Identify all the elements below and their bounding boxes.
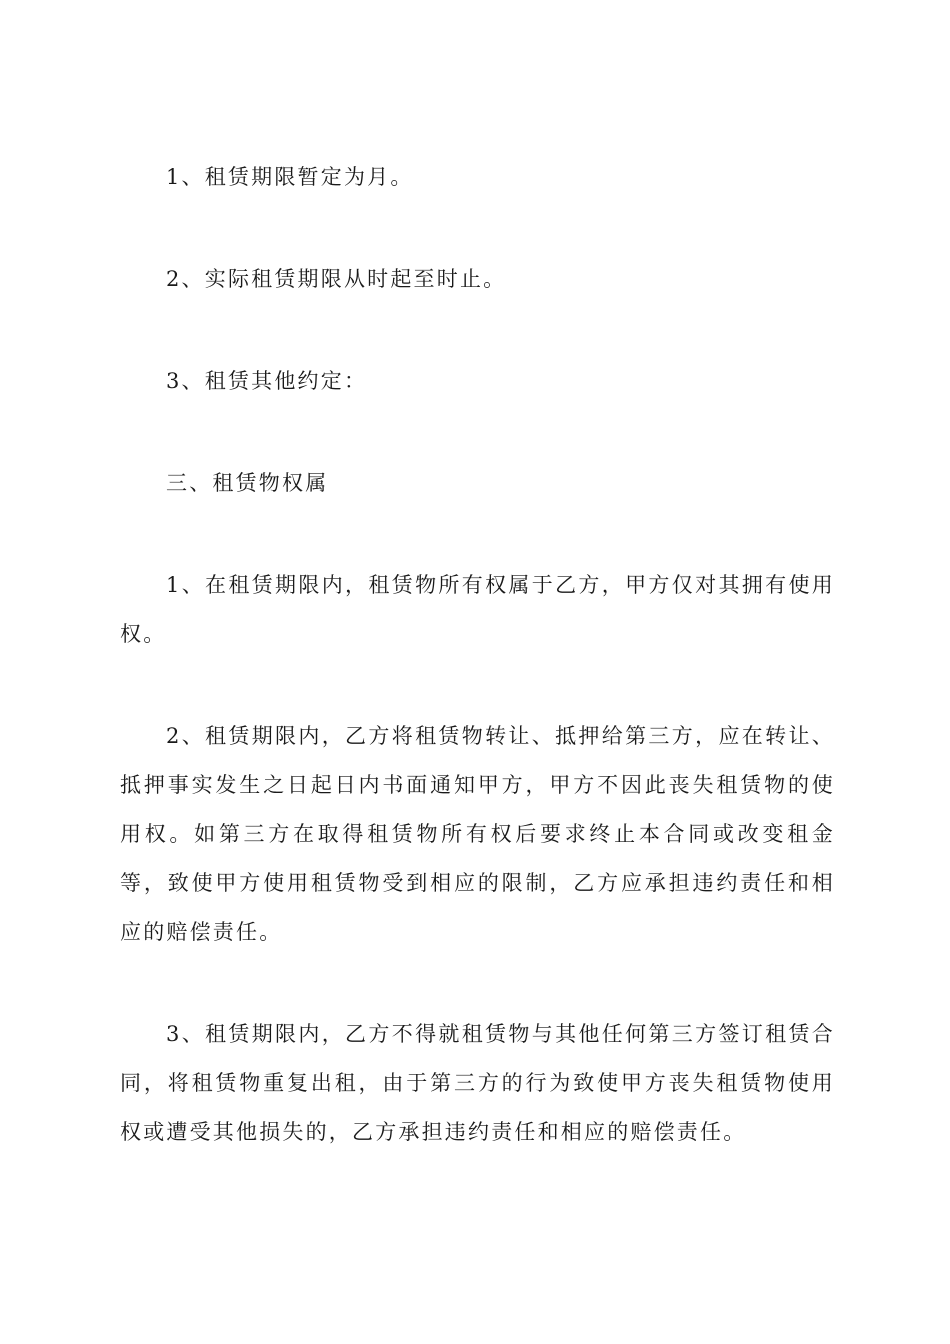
document-body [120, 153, 835, 1157]
term-clause-1: 1、租赁期限暂定为月。 [166, 165, 414, 189]
ownership-clause-3: 3、租赁期限内，乙方不得就租赁物与其他任何第三方签订租赁合同，将租赁物重复出租，由于第三方的行为致使甲方丧失租赁物使用权或遭受其他损失的，乙方承担违约责任和相应的赔偿责任。 [120, 1022, 835, 1144]
ownership-clause-2: 2、租赁期限内，乙方将租赁物转让、抵押给第三方，应在转让、抵押事实发生之日起日内书面通知甲方，甲方不因此丧失租赁物的使用权。如第三方在取得租赁物所有权后要求终止本合同或改变租金等，致使甲方使用租赁物受到相应的限制，乙方应承担违约责任和相应的赔偿责任。 [120, 724, 835, 944]
ownership-clause-1: 1、在租赁期限内，租赁物所有权属于乙方，甲方仅对其拥有使用权。 [120, 573, 835, 646]
section-heading-ownership: 三、租赁物权属 [166, 471, 329, 495]
term-clause-3: 3、租赁其他约定： [166, 369, 368, 393]
term-clause-2: 2、实际租赁期限从时起至时止。 [166, 267, 507, 291]
